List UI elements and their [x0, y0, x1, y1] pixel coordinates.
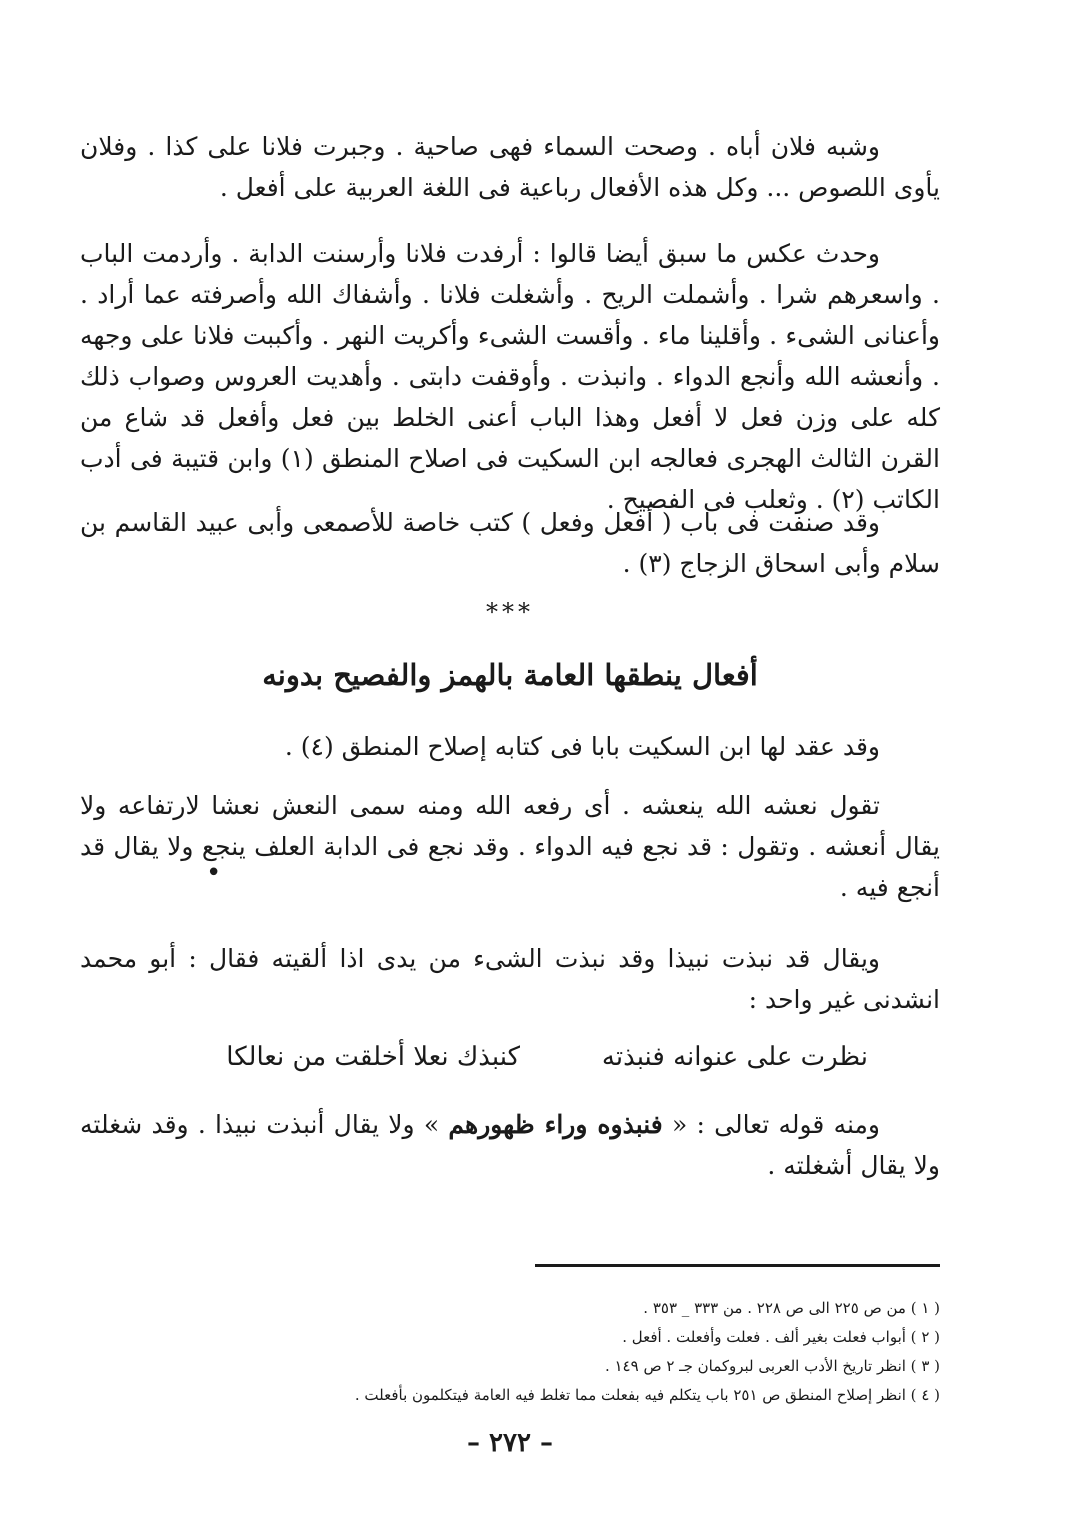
paragraph-7-end: » ولا يقال أنبذت نبيذا . وقد شغلته ولا يقال أشغلته . — [80, 1110, 940, 1180]
paragraph-5: تقول نعشه الله ينعشه . أى رفعه الله ومنه سمى النعش نعشا لارتفاعه ولا يقال أنعشه . وتقول : قد نجع فيه الدواء . وقد نجع فى الدابة العلف ينجع ولا يقال قد أنجع فيه . — [80, 791, 940, 902]
paragraph-7-start: ومنه قوله تعالى : « — [662, 1110, 880, 1139]
paragraph-1: وشبه فلان أباه . وصحت السماء فهى صاحية . وجبرت فلانا على كذا . وفلان يأوى اللصوص ... وكل هذه الأفعال رباعية فى اللغة العربية على أفعل . — [80, 132, 940, 202]
footnote-1: ( ١ ) من ص ٢٢٥ الى ص ٢٢٨ . من ٣٣٣ _ ٣٥٣ . — [643, 1299, 940, 1317]
paragraph-3: وقد صنفت فى باب ( أفعل وفعل ) كتب خاصة للأصمعى وأبى عبيد القاسم بن سلام وأبى اسحاق الزجاج (٣) . — [80, 508, 940, 578]
paragraph-7 — [80, 1104, 940, 1186]
quran-quote: فنبذوه وراء ظهورهم — [448, 1110, 663, 1139]
section-separator: *** — [486, 598, 534, 626]
paragraph-4: وقد عقد لها ابن السكيت بابا فى كتابه إصلاح المنطق (٤) . — [284, 732, 880, 761]
footnote-4: ( ٤ ) انظر إصلاح المنطق ص ٢٥١ باب يتكلم فيه بفعلت مما تغلط فيه العامة فيتكلمون بأفعلت . — [354, 1386, 940, 1404]
page-body — [80, 0, 940, 1518]
footnote-2: ( ٢ ) أبواب فعلت بغير ألف . فعلت وأفعلت . أفعل . — [622, 1328, 940, 1346]
page-number: – ٢٧٢ – — [466, 1428, 554, 1458]
footnote-3: ( ٣ ) انظر تاريخ الأدب العربى لبروكمان جـ ٢ ص ١٤٩ . — [604, 1357, 940, 1375]
section-heading: أفعال ينطقها العامة بالهمز والفصيح بدونه — [262, 658, 758, 692]
verse-hemistich-2: كنبذك نعلا أخلقت من نعالكا — [226, 1042, 520, 1072]
paragraph-6: ويقال قد نبذت نبيذا وقد نبذت الشىء من يدى اذا ألقيته فقال : أبو محمد انشدنى غير واحد : — [80, 944, 940, 1014]
stray-dot: • — [206, 858, 222, 888]
footnote-rule — [535, 1264, 940, 1267]
verse-hemistich-1: نظرت على عنوانه فنبذته — [601, 1042, 868, 1072]
paragraph-2: وحدث عكس ما سبق أيضا قالوا : أرفدت فلانا وأرسنت الدابة . وأردمت الباب . واسعرهم شرا . وأشملت الريح . وأشغلت فلانا . وأشفاك الله وأصرفته عما أراد . وأعنانى الشىء . وأقلينا ماء . وأقست الشىء وأكريت النهر . وأكببت فلانا على وجهه . وأنعشه الله وأنجع الدواء . وانبذت . وأوقفت دابتى . وأهديت العروس وصواب ذلك كله على وزن فعل لا أفعل وهذا الباب أعنى الخلط بين فعل وأفعل قد شاع من القرن الثالث الهجرى فعالجه ابن السكيت فى اصلاح المنطق (١) وابن قتيبة فى أدب الكاتب (٢) . وثعلب فى الفصيح . — [80, 239, 940, 514]
